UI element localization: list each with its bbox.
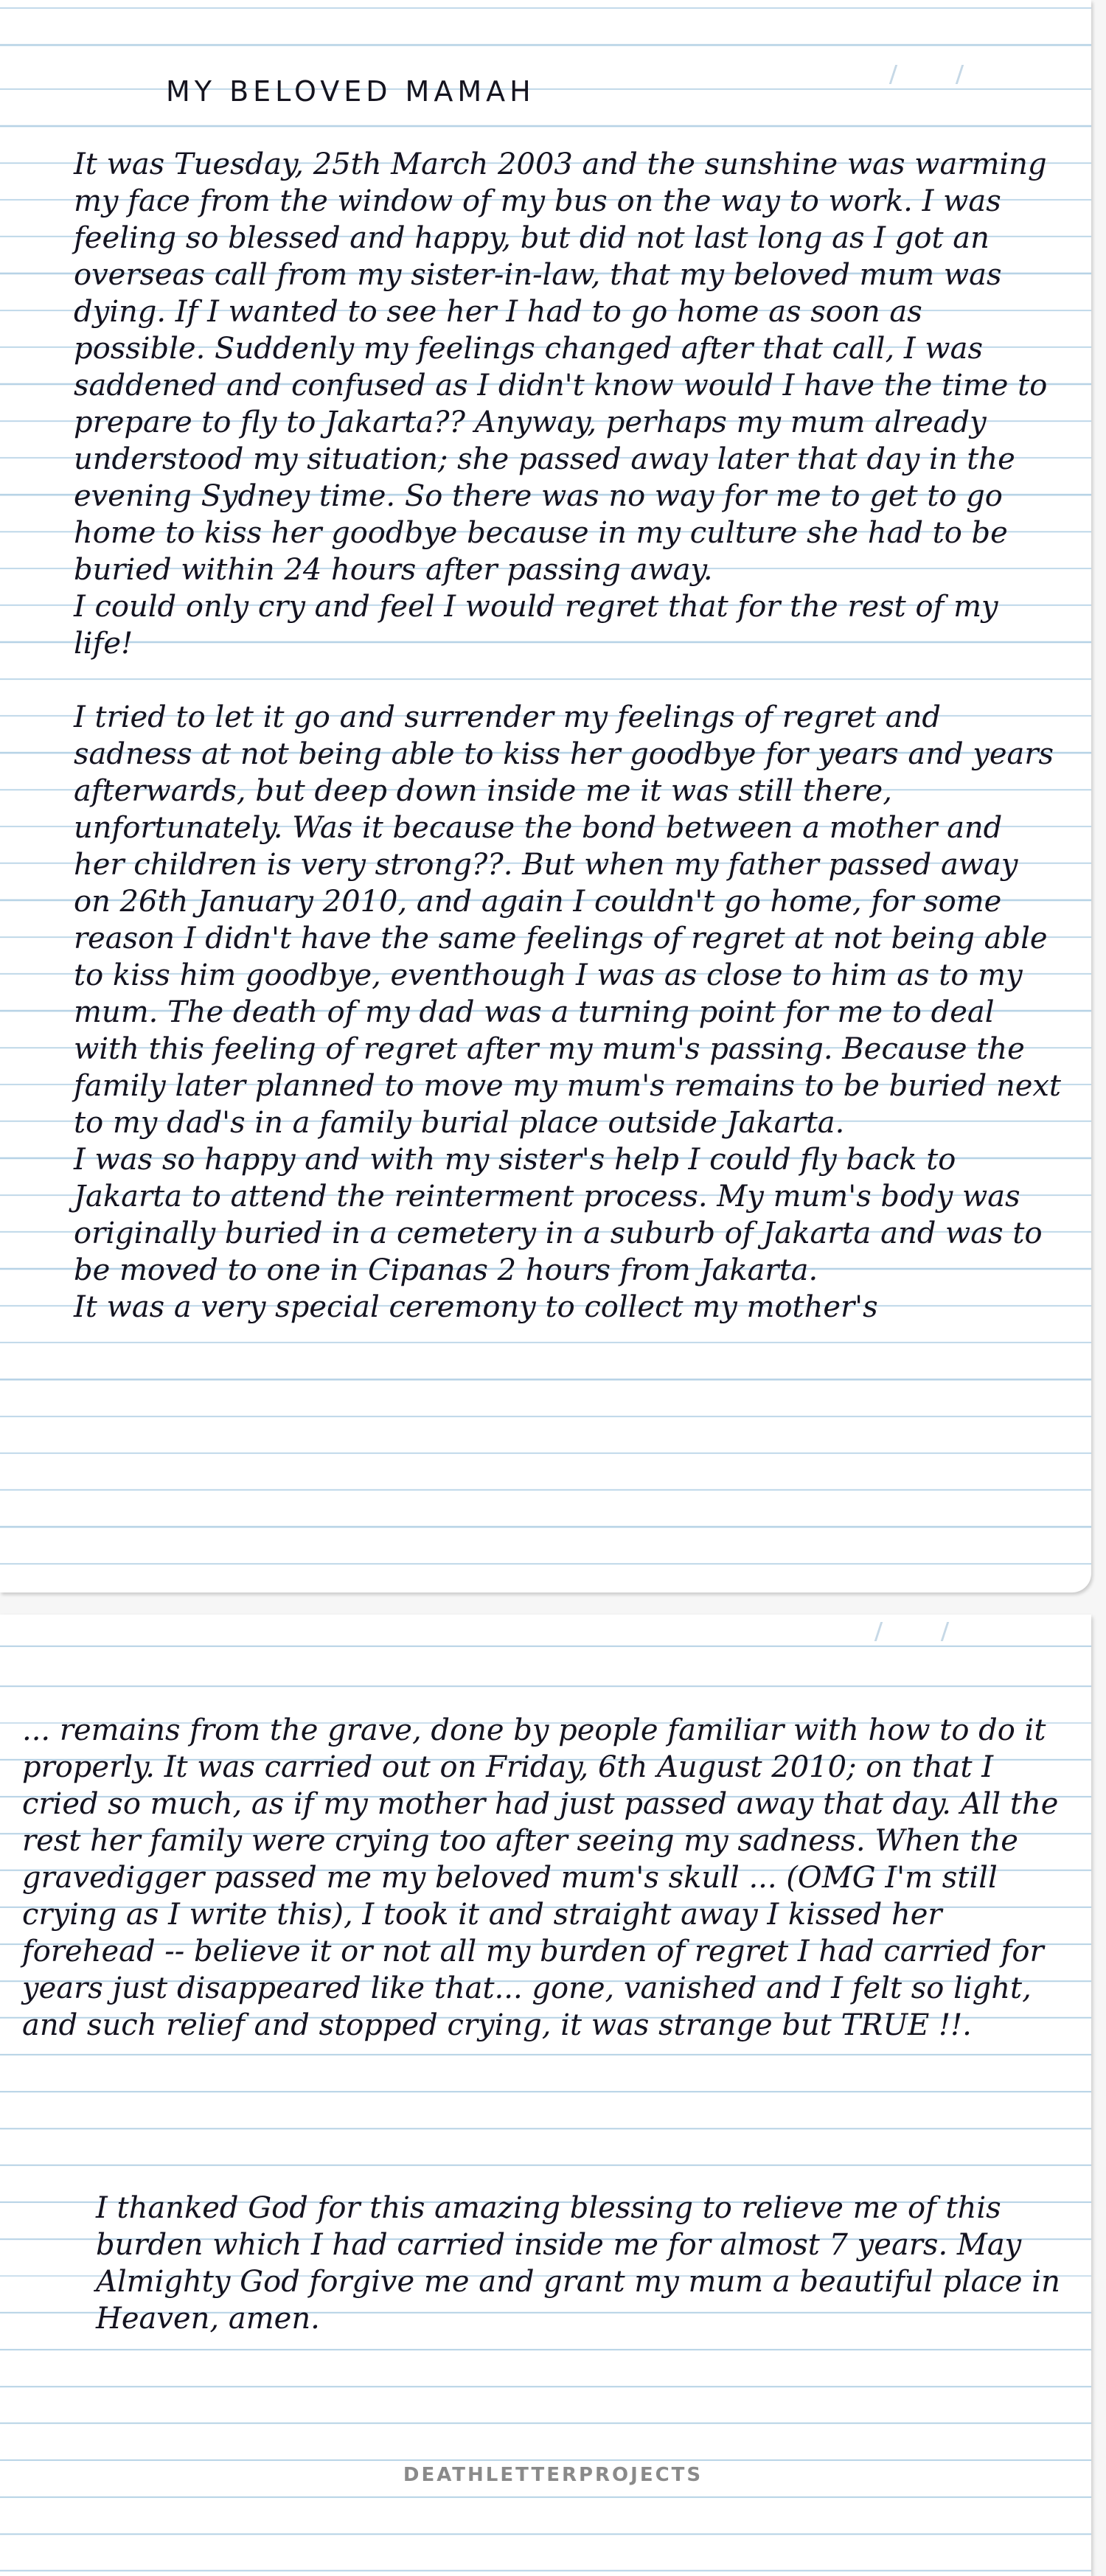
- header-tick-mark: [874, 1622, 883, 1641]
- paragraph-ceremony-continued: ... remains from the grave, done by people familiar with how to do it properly. It was carried out on Friday, 6th August 2010; on that I cried so much, as if my mother had just passed away that day. All the rest her family were crying too after seeing my sadness. When the gravedigger passed me my beloved mum's skull ... (OMG I'm still crying as I write this), I took it and straight away I kissed her forehead -- believe it or not all my burden of regret I had carried for years just disappeared like that... gone, vanished and I felt so light, and such relief and stopped crying, it was strange but TRUE !!.: [22, 1713, 1059, 2042]
- footer-watermark: DEATHLETTERPROJECTS: [403, 2464, 703, 2486]
- paragraph-ceremony-start: It was a very special ceremony to collect my mother's: [74, 1290, 878, 1324]
- letter-title: MY BELOVED MAMAH: [166, 75, 535, 108]
- paragraph-thanks-to-god: I thanked God for this amazing blessing to relieve me of this burden which I had carried inside me for almost 7 years. May Almighty God forgive me and grant my mum a beautiful place in Heaven, amen.: [96, 2191, 1060, 2336]
- paragraph-father-passing: I tried to let it go and surrender my feelings of regret and sadness at not being able to kiss her goodbye for years and years afterwards, but deep down inside me it was still there, unfortunately. Was it because the bond between a mother and her children is very strong??. But when my father passed away on 26th January 2010, and again I couldn't go home, for some reason I didn't have the same feelings of regret at not being able to kiss him goodbye, eventhough I was as close to him as to my mum. The death of my dad was a turning point for me to deal with this feeling of regret after my mum's passing. Because the family later planned to move my mum's remains to be buried next to my dad's in a family burial place outside Jakarta.: [74, 700, 1062, 1140]
- header-tick-mark: [956, 65, 964, 84]
- paragraph-regret: I could only cry and feel I would regret that for the rest of my life!: [74, 590, 998, 661]
- letter-closing: [96, 2190, 1069, 2337]
- header-tick-mark: [889, 65, 897, 84]
- letter-body-page-1: [74, 146, 1062, 1326]
- paragraph-phone-call: It was Tuesday, 25th March 2003 and the sunshine was warming my face from the window of my bus on the way to work. I was feeling so blessed and happy, but did not last long as I got an overseas call from my sister-in-law, that my beloved mum was dying. If I wanted to see her I had to go home as soon as possible. Suddenly my feelings changed after that call, I was saddened and confused as I didn't know would I have the time to prepare to fly to Jakarta?? Anyway, perhaps my mum already understood my situation; she passed away later that day in the evening Sydney time. So there was no way for me to get to go home to kiss her goodbye because in my culture she had to be buried within 24 hours after passing away.: [74, 147, 1048, 587]
- paragraph-reinterment: I was so happy and with my sister's help I could fly back to Jakarta to attend the reinterment process. My mum's body was originally buried in a cemetery in a suburb of Jakarta and was to be moved to one in Cipanas 2 hours from Jakarta.: [74, 1143, 1043, 1287]
- header-tick-mark: [941, 1622, 949, 1641]
- letter-body-page-2: [22, 1712, 1069, 2044]
